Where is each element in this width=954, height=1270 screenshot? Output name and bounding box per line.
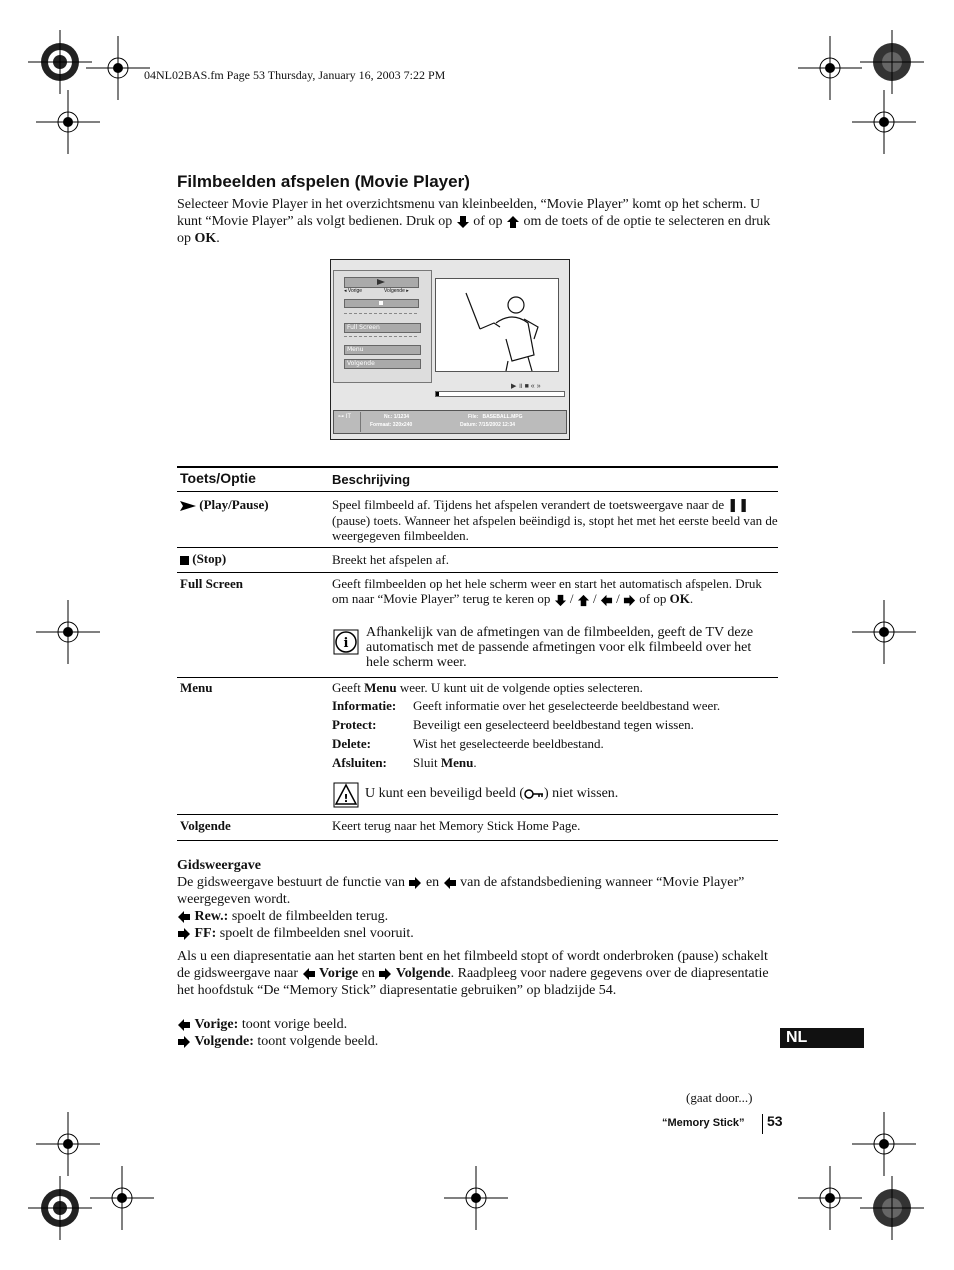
- menu-key: Menu: [364, 680, 397, 695]
- row-text: Speel filmbeeld af. Tijdens het afspelen verandert de toetsweergave naar de: [332, 497, 728, 512]
- pause-icon: ❚❚: [727, 498, 750, 513]
- table-bottom-rule: [177, 840, 778, 841]
- progress-bar[interactable]: [435, 391, 565, 397]
- arrow-left-icon: [302, 967, 316, 981]
- table-row: [180, 551, 226, 567]
- crosshair-mark-icon: [852, 90, 916, 154]
- play-button[interactable]: [344, 277, 419, 288]
- registration-rosette-icon: [860, 1176, 924, 1240]
- arrow-down-icon: [456, 215, 470, 229]
- table-header-rule: [177, 491, 778, 492]
- row-text: of op: [636, 591, 670, 606]
- row-text: U kunt een beveiligd beeld (: [365, 786, 525, 801]
- intro-text: Selecteer Movie Player in het overzichtsmenu van kleinbeelden, “Movie Player” komt op het scherm. U kunt “Movie Player” als volgt bedienen. Druk op: [177, 197, 761, 229]
- row-text: .: [689, 591, 694, 606]
- row-label: (Play/Pause): [199, 497, 269, 512]
- row-description: Breekt het afspelen af.: [332, 552, 449, 567]
- option-desc: [413, 755, 477, 770]
- col-header-option: Toets/Optie: [180, 470, 256, 486]
- full-screen-button[interactable]: Full Screen: [344, 323, 421, 333]
- arrow-up-icon: [506, 215, 520, 229]
- row-text: /: [612, 591, 624, 606]
- option-desc: Beveiligt een geselecteerd beeldbestand tegen wissen.: [413, 717, 694, 732]
- registration-rosette-icon: [28, 1176, 92, 1240]
- file-value: BASEBALL.MPG: [482, 414, 523, 420]
- row-description: Keert terug naar het Memory Stick Home Page.: [332, 818, 581, 833]
- next-label: Volgende:: [194, 1034, 254, 1049]
- crosshair-mark-icon: [36, 600, 100, 664]
- row-label: (Stop): [192, 551, 227, 566]
- option-name: Protect:: [332, 717, 377, 732]
- footer-divider: [762, 1114, 763, 1134]
- info-icon: [333, 629, 359, 655]
- guide-ff: [177, 925, 414, 942]
- intro-text: om de toets of de optie te selecteren en druk op: [177, 214, 771, 246]
- chapter-name: “Memory Stick”: [662, 1117, 745, 1129]
- row-label: Menu: [180, 680, 213, 695]
- arrow-right-icon: [623, 594, 636, 607]
- stop-icon: [180, 556, 189, 565]
- prev-key: Vorige: [319, 966, 359, 981]
- progress-thumb[interactable]: [436, 392, 439, 396]
- intro-text: of op: [469, 214, 506, 229]
- option-desc: Geeft informatie over het geselecteerde beeldbestand weer.: [413, 698, 721, 713]
- arrow-down-icon: [554, 594, 567, 607]
- rew-text: spoelt de filmbeelden terug.: [228, 909, 389, 924]
- ff-label: FF:: [194, 926, 217, 941]
- guide-next: [177, 1033, 378, 1050]
- row-text: /: [566, 591, 577, 606]
- guide-text: en: [422, 875, 443, 890]
- row-label: Full Screen: [180, 576, 243, 591]
- row-description: [332, 497, 778, 543]
- intro-text: .: [216, 231, 220, 246]
- row-description: [332, 680, 643, 695]
- arrow-up-icon: [577, 594, 590, 607]
- key-icon: [524, 789, 544, 799]
- row-rule: [177, 572, 778, 573]
- file-label: File:: [468, 414, 479, 420]
- prev-label: Vorige:: [194, 1017, 239, 1032]
- col-header-description: Beschrijving: [332, 472, 411, 487]
- ok-key: OK: [669, 591, 690, 606]
- info-nr: [384, 414, 409, 420]
- guide-text: De gidsweergave bestuurt de functie van: [177, 875, 409, 890]
- menu-button[interactable]: Menu: [344, 345, 421, 355]
- format-value: 320x240: [392, 422, 413, 428]
- option-name: Afsluiten:: [332, 755, 387, 770]
- row-text: ) niet wissen.: [544, 786, 619, 801]
- nr-label: Nr.:: [384, 414, 393, 420]
- crosshair-mark-icon: [852, 1112, 916, 1176]
- rew-label: Rew.:: [194, 909, 229, 924]
- warning-note: [365, 786, 618, 801]
- nav-prev-label: Vorige: [347, 288, 363, 294]
- guide-title: Gidsweergave: [177, 858, 261, 873]
- protect-key-icon: ⊶ IT: [338, 414, 351, 420]
- baseball-player-image: [436, 279, 558, 371]
- guide-text: en: [358, 966, 379, 981]
- option-name: Delete:: [332, 736, 371, 751]
- registration-rosette-icon: [28, 30, 92, 94]
- nav-next-label: Volgende: [384, 288, 405, 294]
- svg-text:!: !: [343, 792, 349, 805]
- row-rule: [177, 814, 778, 815]
- row-rule: [177, 547, 778, 548]
- crosshair-mark-icon: [444, 1166, 508, 1230]
- play-icon: [180, 501, 196, 511]
- guide-paragraph: [177, 874, 777, 908]
- guide-rew: [177, 908, 388, 925]
- stop-button[interactable]: [344, 299, 419, 308]
- next-button[interactable]: Volgende: [344, 359, 421, 369]
- info-bar: [333, 410, 567, 434]
- nav-next[interactable]: Volgende ▸: [384, 288, 409, 294]
- svg-text:i: i: [343, 636, 349, 651]
- arrow-right-icon: [408, 876, 422, 890]
- arrow-left-icon: [600, 594, 613, 607]
- arrow-right-icon: [177, 927, 191, 941]
- page-number: 53: [767, 1113, 783, 1129]
- language-tab: NL: [780, 1028, 864, 1048]
- nav-prev[interactable]: ◂ Vorige: [344, 288, 363, 294]
- divider: [344, 313, 417, 314]
- date-value: 7/15/2002 12:34: [478, 422, 516, 428]
- play-icon: [377, 279, 385, 285]
- guide-slideshow-paragraph: [177, 948, 777, 999]
- movie-player-screen: [330, 259, 570, 440]
- stop-icon: [379, 301, 383, 305]
- ff-text: spoelt de filmbeelden snel vooruit.: [216, 926, 414, 941]
- table-row: [180, 497, 269, 513]
- section-title: Filmbeelden afspelen (Movie Player): [177, 172, 470, 191]
- row-description: [332, 576, 778, 607]
- guide-text: Als u een diapresentatie aan het starten bent en het filmbeeld stopt of wordt onderbroken (pause) schakelt de gidsweergave naar: [177, 949, 768, 981]
- guide-prev: [177, 1016, 347, 1033]
- table-top-rule: [177, 466, 778, 468]
- info-date: [460, 422, 515, 428]
- arrow-left-icon: [177, 910, 191, 924]
- date-label: Datum:: [460, 422, 478, 428]
- warning-icon: [333, 782, 359, 808]
- guide-text: . Raadpleeg voor nadere gegevens over de diapresentatie het hoofdstuk “De “Memory Stick” diapresentatie gebruiken” op bladzijde 54.: [177, 966, 769, 998]
- option-desc: Wist het geselecteerde beeldbestand.: [413, 736, 604, 751]
- next-text: toont volgende beeld.: [253, 1034, 379, 1049]
- next-key: Volgende: [395, 966, 451, 981]
- ok-key: OK: [194, 231, 217, 246]
- info-file: [468, 414, 522, 420]
- crosshair-mark-icon: [36, 90, 100, 154]
- info-note: Afhankelijk van de afmetingen van de filmbeelden, geeft de TV deze automatisch met de passende afmetingen voor elk filmbeeld over het hele scherm weer.: [366, 625, 754, 670]
- control-panel: [333, 270, 432, 383]
- transport-icons: ▶॥■«»: [511, 383, 543, 390]
- nr-value: 1/1234: [393, 414, 410, 420]
- continued-note: (gaat door...): [686, 1090, 753, 1105]
- row-text: Geeft: [332, 680, 365, 695]
- file-header: 04NL02BAS.fm Page 53 Thursday, January 16, 2003 7:22 PM: [144, 68, 446, 82]
- divider: [344, 336, 417, 337]
- format-label: Formaat:: [370, 422, 392, 428]
- crosshair-mark-icon: [90, 1166, 154, 1230]
- guide-text: van de afstandsbediening wanneer “Movie Player” weergegeven wordt.: [177, 875, 745, 907]
- row-text: Geeft filmbeelden op het hele scherm weer en start het automatisch afspelen. Druk om naar “Movie Player” terug te keren op: [332, 576, 762, 606]
- video-frame: [435, 278, 559, 372]
- row-text: /: [589, 591, 600, 606]
- arrow-left-icon: [177, 1018, 191, 1032]
- row-text: .: [473, 755, 477, 770]
- intro-paragraph: [177, 196, 777, 247]
- row-text: weer. U kunt uit de volgende opties selecteren.: [396, 680, 643, 695]
- row-text: Sluit: [413, 755, 441, 770]
- arrow-right-icon: [378, 967, 392, 981]
- registration-rosette-icon: [860, 30, 924, 94]
- crosshair-mark-icon: [852, 600, 916, 664]
- row-label: Volgende: [180, 818, 231, 833]
- menu-key: Menu: [440, 755, 474, 770]
- arrow-left-icon: [443, 876, 457, 890]
- arrow-right-icon: [177, 1035, 191, 1049]
- prev-text: toont vorige beeld.: [238, 1017, 348, 1032]
- option-name: Informatie:: [332, 698, 397, 713]
- divider: [360, 412, 361, 432]
- info-format: [370, 422, 412, 428]
- row-text: (pause) toets. Wanneer het afspelen beëindigd is, stopt het met het eerste beeld van de weergegeven filmbeelden.: [332, 513, 778, 543]
- row-rule: [177, 677, 778, 678]
